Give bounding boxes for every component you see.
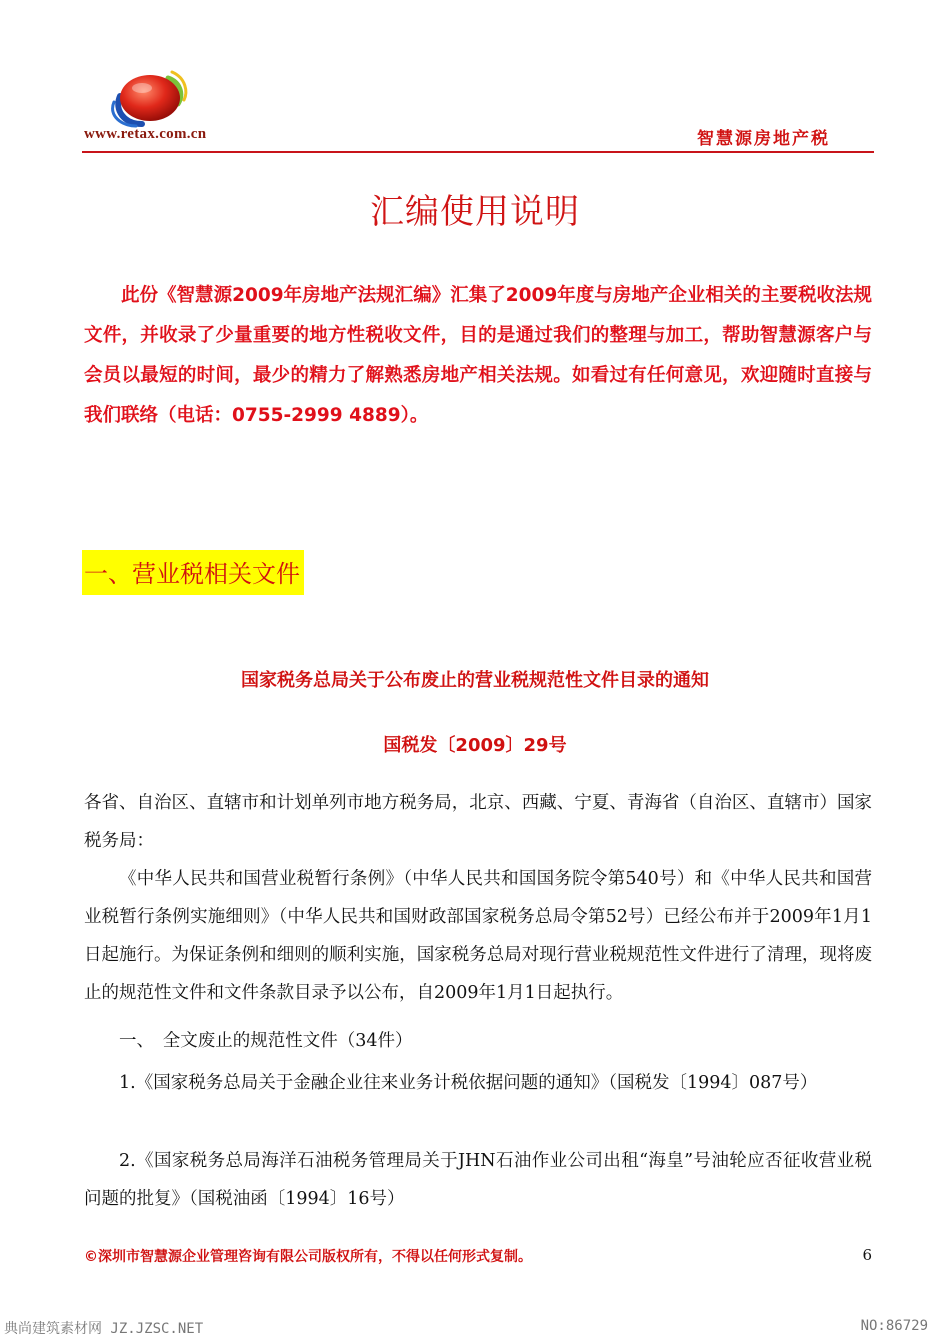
- watermark-number: NO:86729: [860, 1318, 928, 1334]
- notice-paragraph: 《中华人民共和国营业税暂行条例》（中华人民共和国国务院令第540号）和《中华人民共和国营业税暂行条例实施细则》（中华人民共和国财政部国家税务总局令第52号）已经公布并于2009年1月1日起施行。为保证条例和细则的顺利实施，国家税务总局对现行营业税规范性文件进行了清理，现将废止的规范性文件和文件条款目录予以公布，自2009年1月1日起执行。: [84, 869, 872, 1003]
- list-item: 1.《国家税务总局关于金融企业往来业务计税依据问题的通知》（国税发〔1994〕087号）: [119, 1073, 818, 1093]
- notice-title: 国家税务总局关于公布废止的营业税规范性文件目录的通知: [241, 670, 709, 691]
- footer-copyright: ©深圳市智慧源企业管理咨询有限公司版权所有，不得以任何形式复制。: [84, 1249, 532, 1265]
- header-title: 智慧源房地产税: [697, 129, 830, 149]
- header-divider: [82, 151, 874, 153]
- list-item: 2.《国家税务总局海洋石油税务管理局关于JHN石油作业公司出租“海皇”号油轮应否征收营业税问题的批复》（国税油函〔1994〕16号）: [84, 1151, 872, 1209]
- notice-number: 国税发〔2009〕29号: [383, 735, 567, 756]
- page-title: 汇编使用说明: [370, 192, 580, 232]
- watermark-site: 典尚建筑素材网 JZ.JZSC.NET: [4, 1321, 204, 1337]
- intro-paragraph: 此份《智慧源2009年房地产法规汇编》汇集了2009年度与房地产企业相关的主要税收法规文件，并收录了少量重要的地方性税收文件，目的是通过我们的整理与加工，帮助智慧源客户与会员以最短的时间，最少的精力了解熟悉房地产相关法规。如看过有任何意见，欢迎随时直接与我们联络（电话：0755-2999 4889）。: [84, 285, 872, 426]
- section-heading: 一、营业税相关文件: [82, 550, 304, 595]
- list-heading: 一、 全文废止的规范性文件（34件）: [119, 1031, 413, 1051]
- page-number: 6: [862, 1246, 872, 1264]
- site-url: www.retax.com.cn: [84, 126, 207, 142]
- company-logo: [106, 66, 190, 128]
- notice-addressee: 各省、自治区、直辖市和计划单列市地方税务局，北京、西藏、宁夏、青海省（自治区、直辖市）国家税务局：: [84, 793, 872, 851]
